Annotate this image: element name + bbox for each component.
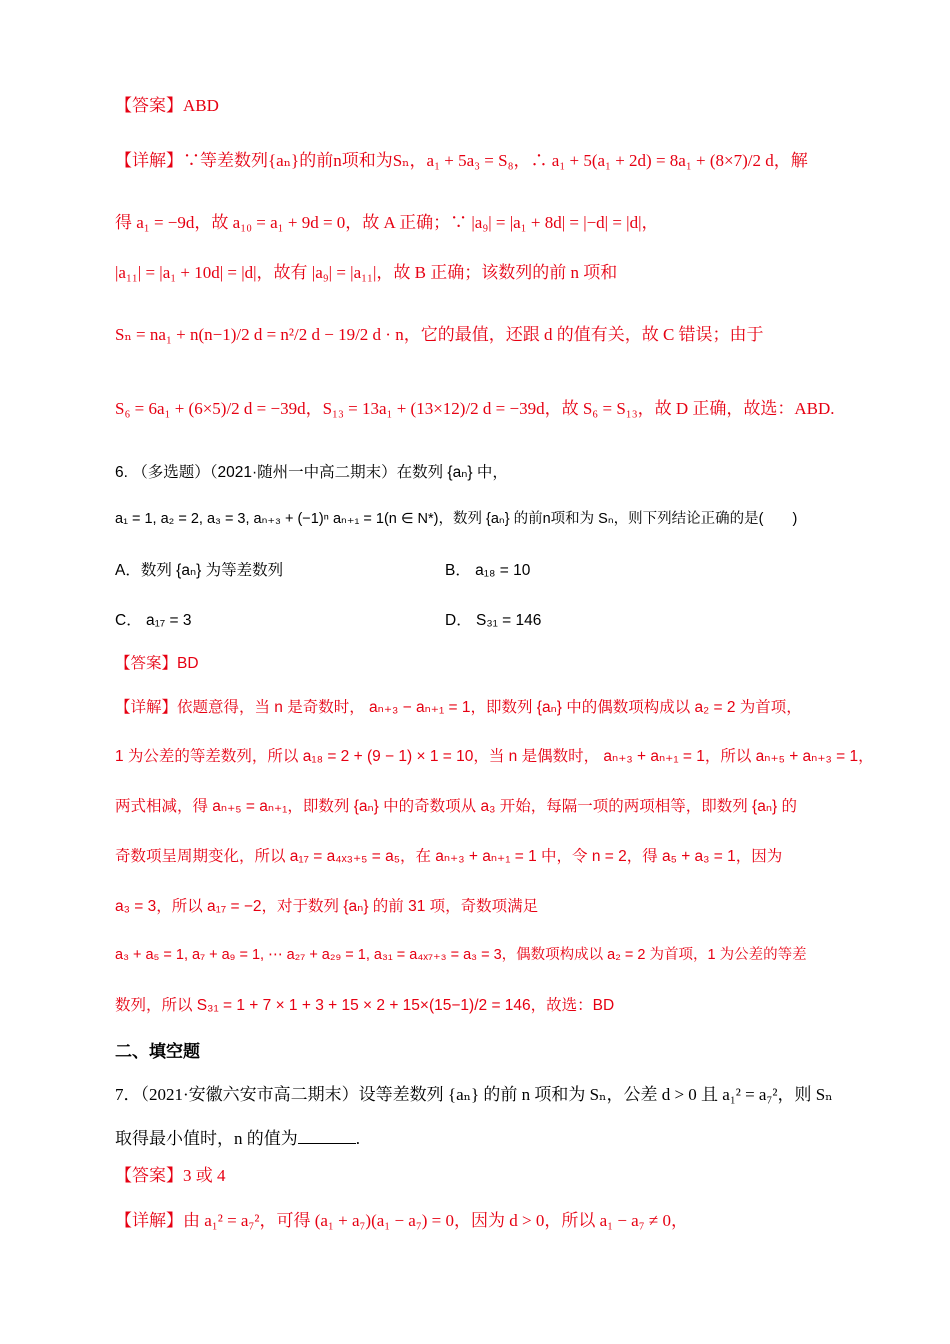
explain-q5-line-3: |a₁₁| = |a₁ + 10d| = |d|，故有 |a₉| = |a₁₁|，故 B 正确；该数列的前 n 项和 [115, 263, 618, 282]
section-title: 二、填空题 [115, 1042, 200, 1061]
explain-q6-line-7: 数列，所以 S₃₁ = 1 + 7 × 1 + 3 + 15 × 2 + 15×(15−1)/2 = 146，故选：BD [115, 997, 615, 1014]
explain-q5-line-1: 【详解】∵等差数列{aₙ}的前n项和为Sₙ，a₁ + 5a₃ = S₈，∴ a₁ + 5(a₁ + 2d) = 8a₁ + (8×7)/2 d，解 [115, 151, 808, 170]
q7-stem-1: 7．（2021·安徽六安市高二期末）设等差数列 {aₙ} 的前 n 项和为 Sₙ，公差 d > 0 且 a₁² = a₇²，则 Sₙ [115, 1085, 833, 1104]
explain-q5-line-4: Sₙ = na₁ + n(n−1)/2 d = n²/2 d − 19/2 d · n，它的最值，还跟 d 的值有关，故 C 错误；由于 [115, 325, 764, 344]
explain-q6-line-6: a₃ + a₅ = 1, a₇ + a₉ = 1, ⋯ a₂₇ + a₂₉ = 1, a₃₁ = a₄ₓ₇₊₃ = a₃ = 3，偶数项构成以 a₂ = 2 为首项，1 为公差的等差 [115, 947, 807, 963]
explain-q6-line-1: 【详解】依题意得，当 n 是奇数时， aₙ₊₃ − aₙ₊₁ = 1，即数列 {aₙ} 中的偶数项构成以 a₂ = 2 为首项， [115, 699, 802, 716]
answer-q5: 【答案】ABD [115, 96, 219, 115]
q6-option-c: C． a₁₇ = 3 [115, 612, 192, 629]
q6-option-a: A．数列 {aₙ} 为等差数列 [115, 562, 284, 579]
q6-option-d: D． S₃₁ = 146 [445, 612, 542, 629]
q6-option-b: B． a₁₈ = 10 [445, 562, 531, 579]
q7-stem-2-wrap [115, 1128, 842, 1149]
explain-q6-line-2: 1 为公差的等差数列，所以 a₁₈ = 2 + (9 − 1) × 1 = 10，当 n 是偶数时， aₙ₊₃ + aₙ₊₁ = 1，所以 aₙ₊₅ + aₙ₊₃ = 1， [115, 748, 874, 765]
q7-stem-2-end: . [355, 1129, 360, 1148]
answer-blank [298, 1129, 356, 1144]
explain-q5-line-2: 得 a₁ = −9d，故 a₁₀ = a₁ + 9d = 0，故 A 正确；∵ |a₉| = |a₁ + 8d| = |−d| = |d|， [115, 213, 659, 232]
answer-q6: 【答案】BD [115, 655, 199, 672]
explain-q6-line-4: 奇数项呈周期变化，所以 a₁₇ = a₄ₓ₃₊₅ = a₅，在 aₙ₊₃ + aₙ₊₁ = 1 中，令 n = 2，得 a₅ + a₃ = 1，因为 [115, 848, 783, 865]
explain-q5-line-5: S₆ = 6a₁ + (6×5)/2 d = −39d，S₁₃ = 13a₁ + (13×12)/2 d = −39d，故 S₆ = S₁₃，故 D 正确，故选：ABD. [115, 399, 835, 418]
q6-stem-2: a₁ = 1, a₂ = 2, a₃ = 3, aₙ₊₃ + (−1)ⁿ aₙ₊₁ = 1(n ∈ N*)，数列 {aₙ} 的前n项和为 Sₙ，则下列结论正确的是( ) [115, 511, 798, 527]
q6-stem-1: 6. （多选题）（2021·随州一中高二期末）在数列 {aₙ} 中， [115, 464, 508, 481]
answer-q7: 【答案】3 或 4 [115, 1166, 226, 1185]
explain-q6-line-5: a₃ = 3，所以 a₁₇ = −2，对于数列 {aₙ} 的前 31 项，奇数项满足 [115, 898, 539, 915]
explain-q7-line-1: 【详解】由 a₁² = a₇²，可得 (a₁ + a₇)(a₁ − a₇) = 0，因为 d > 0，所以 a₁ − a₇ ≠ 0， [115, 1211, 688, 1230]
explain-q6-line-3: 两式相减，得 aₙ₊₅ = aₙ₊₁，即数列 {aₙ} 中的奇数项从 a₃ 开始，每隔一项的两项相等，即数列 {aₙ} 的 [115, 798, 797, 815]
q7-stem-2: 取得最小值时，n 的值为 [115, 1129, 298, 1148]
